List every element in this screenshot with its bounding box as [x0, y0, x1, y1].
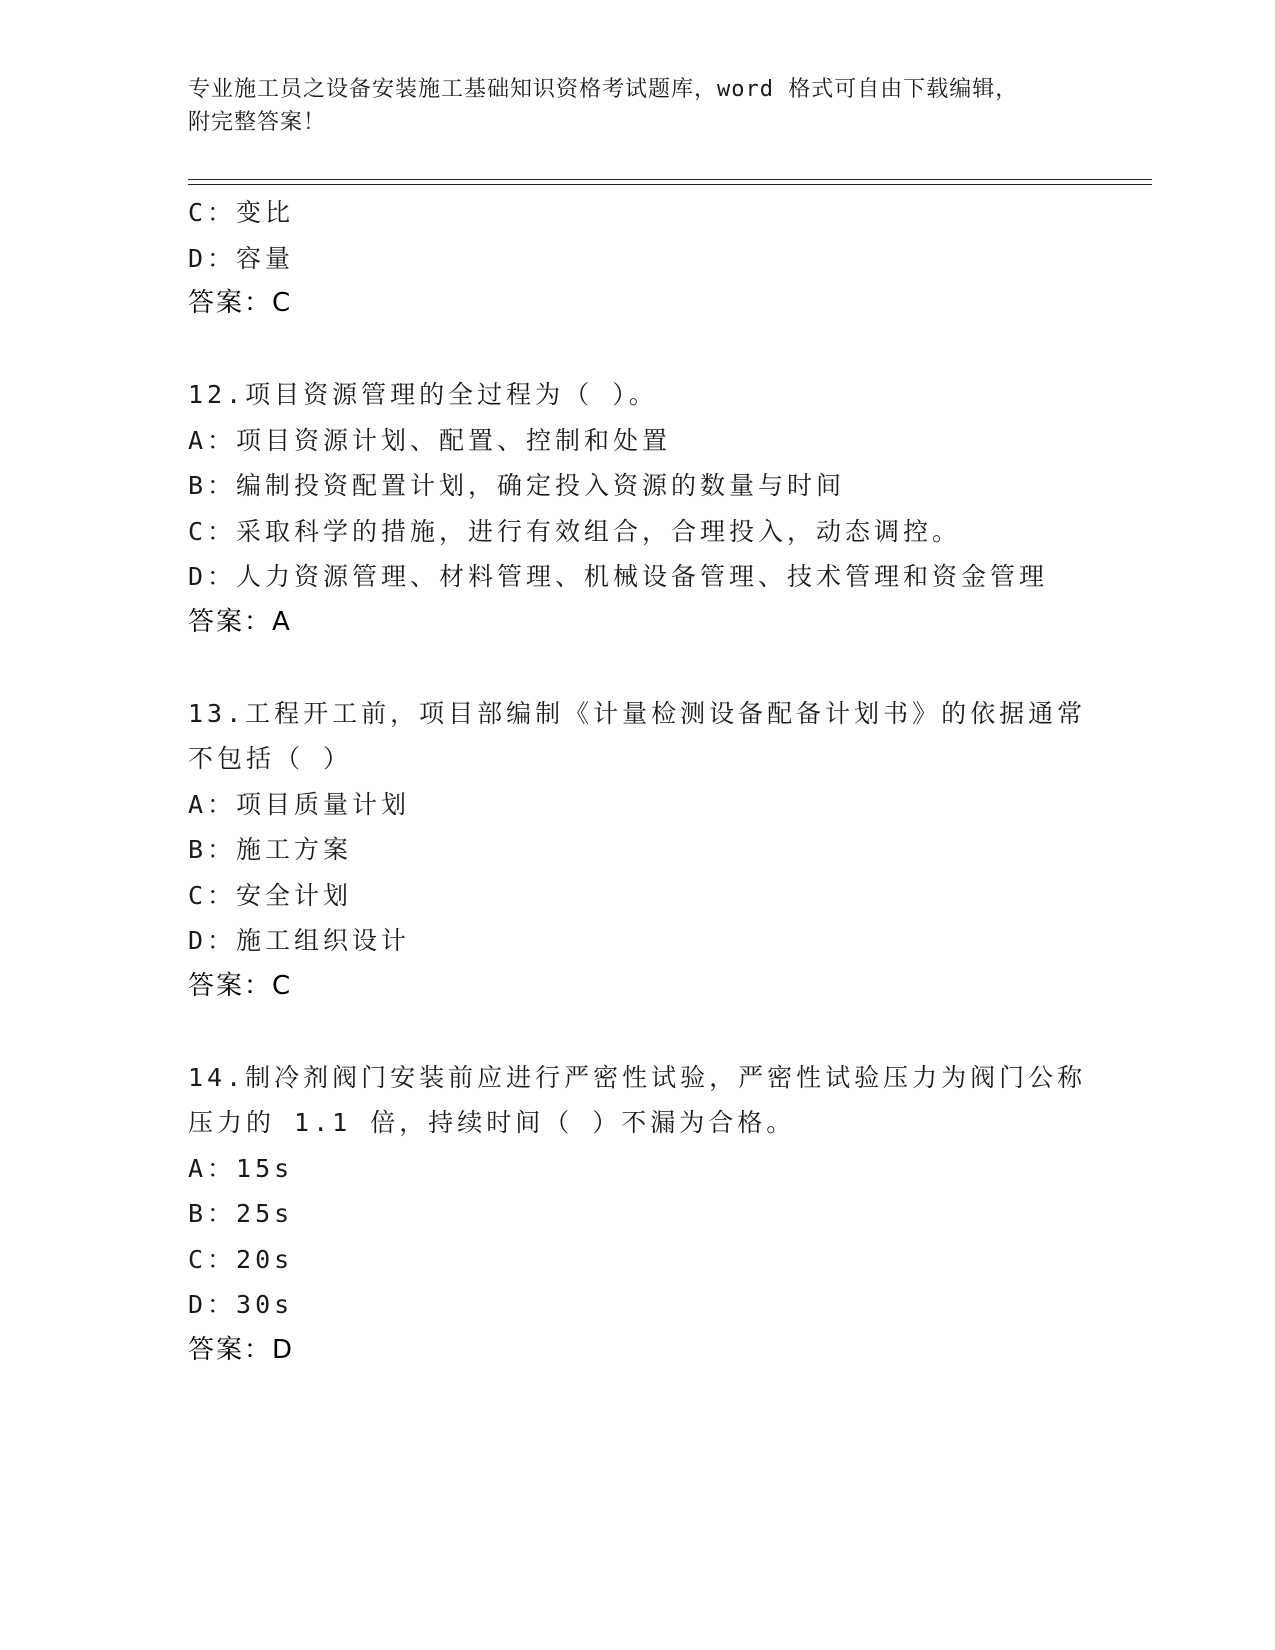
answer-line: 答案：C	[188, 288, 293, 318]
option-a: A：项目资源计划、配置、控制和处置	[188, 425, 672, 455]
question-stem-line-2: 不包括（ ）	[188, 744, 353, 773]
spacer	[188, 327, 1088, 373]
question-list	[188, 190, 1088, 1373]
option-a: A：15s	[188, 1153, 294, 1183]
question-14	[188, 1055, 1088, 1374]
header-line-1: 专业施工员之设备安装施工基础知识资格考试题库，word 格式可自由下载编辑，	[188, 77, 1019, 102]
answer-line: 答案：A	[188, 606, 292, 637]
option-c: C：安全计划	[188, 880, 353, 910]
spacer	[188, 1009, 1088, 1055]
header-divider-top	[188, 179, 1152, 180]
question-stem: 12.项目资源管理的全过程为（ ）。	[188, 380, 658, 409]
document-header	[188, 73, 1088, 139]
question-13	[188, 691, 1088, 1010]
option-a: A：项目质量计划	[188, 789, 411, 819]
header-divider-bottom	[188, 184, 1152, 185]
question-12	[188, 372, 1088, 645]
option-c: C：采取科学的措施，进行有效组合，合理投入，动态调控。	[188, 516, 962, 546]
question-stem-line-2: 压力的 1.1 倍，持续时间（ ）不漏为合格。	[188, 1108, 796, 1137]
option-b: B：25s	[188, 1199, 294, 1228]
option-b: B：施工方案	[188, 835, 353, 864]
question-11-continued	[188, 190, 1088, 327]
option-d: D：人力资源管理、材料管理、机械设备管理、技术管理和资金管理	[188, 562, 1049, 591]
option-c: C：变比	[188, 198, 295, 227]
option-d: D：施工组织设计	[188, 926, 411, 955]
question-stem-line-1: 14.制冷剂阀门安装前应进行严密性试验，严密性试验压力为阀门公称	[188, 1062, 1087, 1092]
option-c: C：20s	[188, 1244, 294, 1274]
option-b: B：编制投资配置计划，确定投入资源的数量与时间	[188, 471, 846, 500]
answer-line: 答案：C	[188, 970, 293, 1001]
option-d: D：30s	[188, 1290, 294, 1319]
answer-line: 答案：D	[188, 1334, 295, 1365]
question-stem-line-1: 13.工程开工前，项目部编制《计量检测设备配备计划书》的依据通常	[188, 698, 1087, 728]
spacer	[188, 645, 1088, 691]
header-line-2: 附完整答案！	[188, 110, 327, 135]
option-d: D：容量	[188, 243, 295, 273]
